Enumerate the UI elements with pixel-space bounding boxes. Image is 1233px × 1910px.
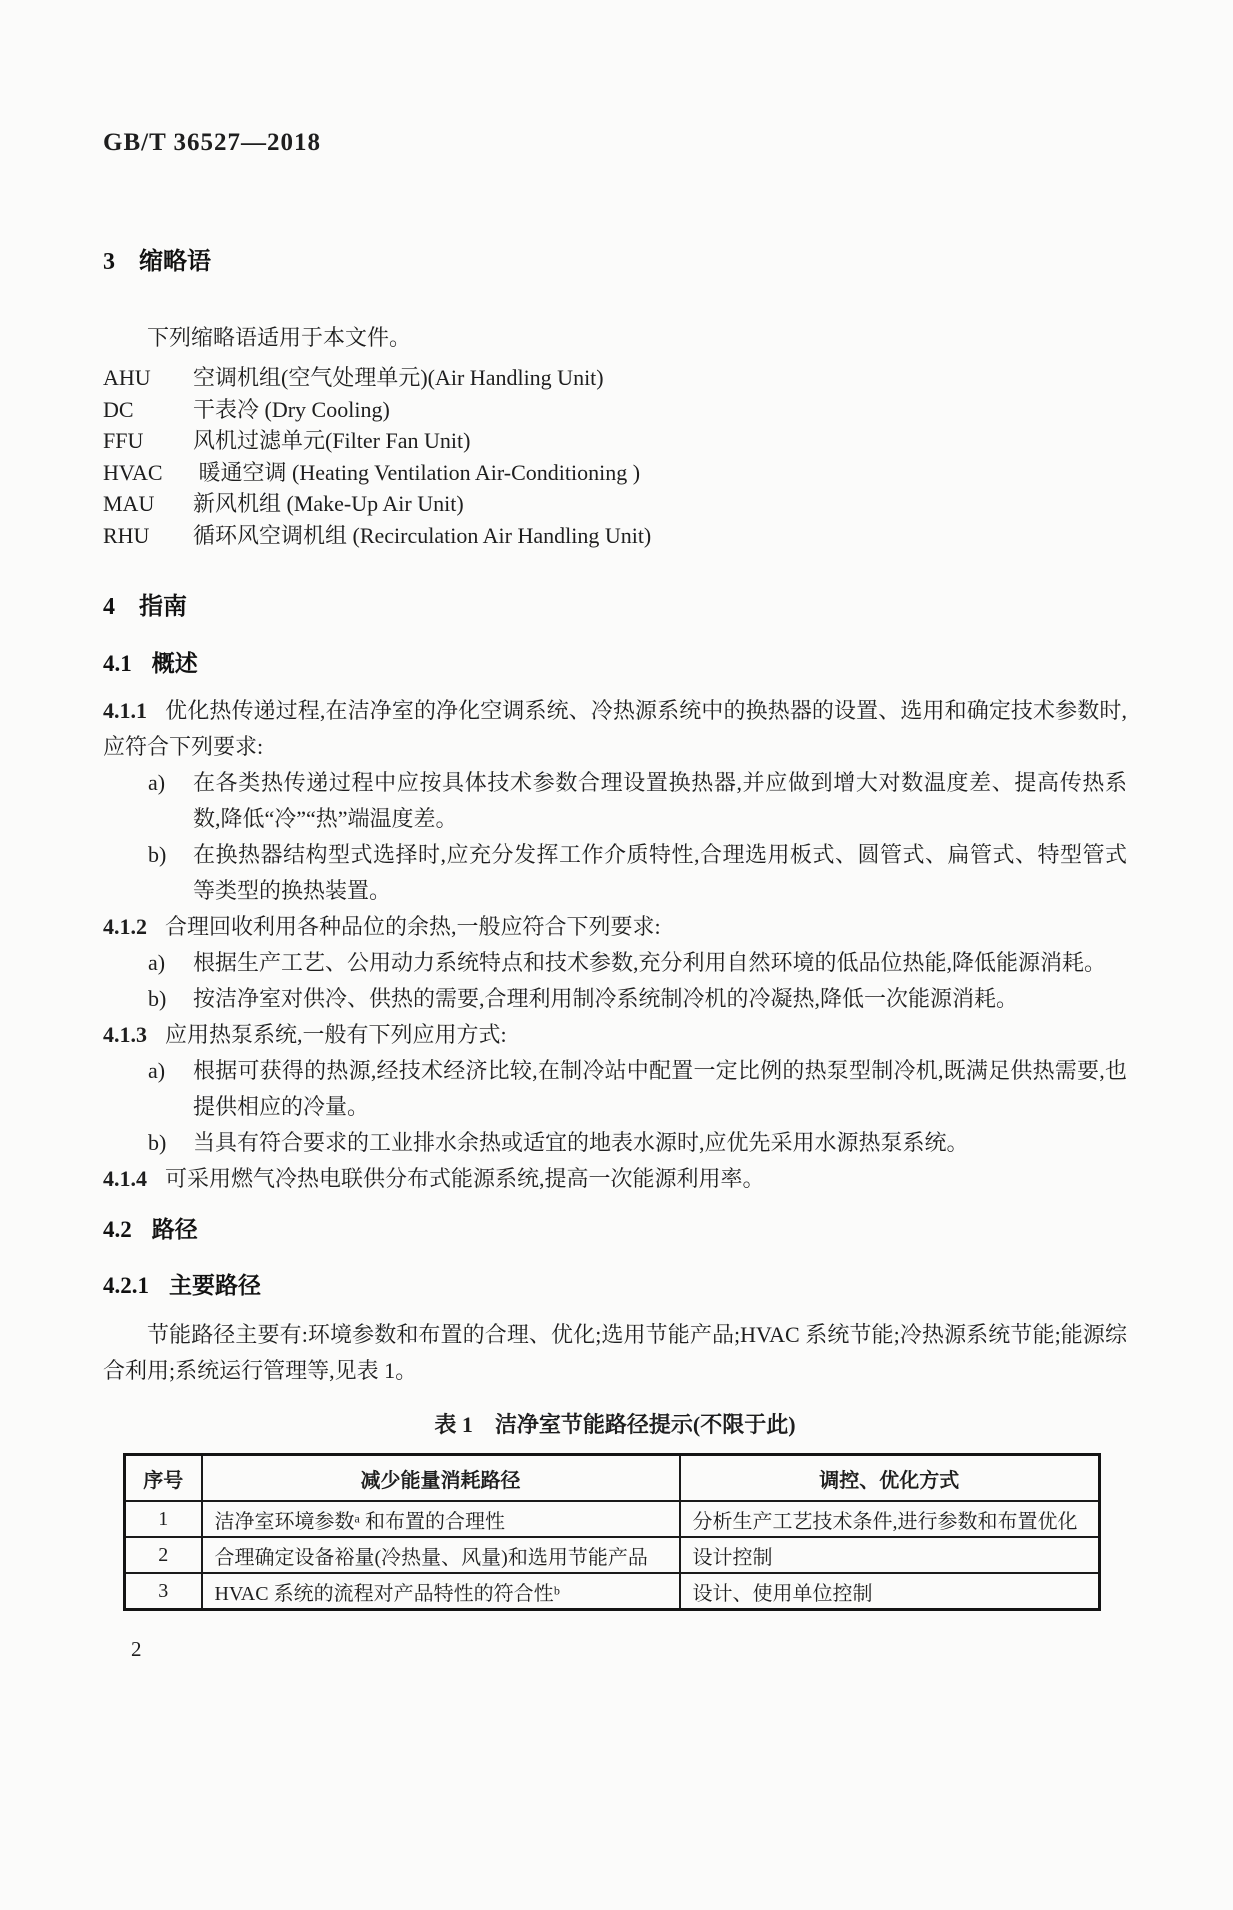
clause-text: 合理回收利用各种品位的余热,一般应符合下列要求: bbox=[165, 914, 661, 939]
page-number: 2 bbox=[131, 1637, 142, 1661]
abbr-definition: 新风机组 (Make-Up Air Unit) bbox=[193, 491, 464, 516]
item-label: a) bbox=[148, 770, 166, 795]
abbr-definition: 干表冷 (Dry Cooling) bbox=[193, 396, 390, 422]
section-4-heading bbox=[103, 591, 1127, 623]
abbr-definition: 循环风空调机组 (Recirculation Air Handling Unit) bbox=[193, 522, 652, 548]
clause-text: 优化热传递过程,在洁净室的净化空调系统、冷热源系统中的换热器的设置、选用和确定技术参数时,应符合下列要求: bbox=[103, 698, 1127, 759]
subsection-number: 4.1 bbox=[103, 651, 132, 676]
clause-text: 可采用燃气冷热电联供分布式能源系统,提高一次能源利用率。 bbox=[165, 1166, 765, 1191]
subsection-title: 主要路径 bbox=[169, 1273, 261, 1298]
abbr-key: HVAC bbox=[103, 459, 163, 485]
clause-4-1-3 bbox=[103, 1017, 1127, 1053]
abbreviation-item bbox=[103, 394, 1127, 426]
cell-path: 洁净室环境参数ᵃ 和布置的合理性 bbox=[202, 1501, 680, 1537]
clause-4-1-4 bbox=[103, 1161, 1127, 1197]
table-row bbox=[125, 1501, 1100, 1537]
list-item bbox=[103, 837, 1127, 909]
header-cell-no: 序号 bbox=[125, 1455, 202, 1502]
table-1 bbox=[123, 1453, 1101, 1611]
section-title: 缩略语 bbox=[139, 249, 211, 275]
section-number: 4 bbox=[103, 594, 115, 620]
item-text: 当具有符合要求的工业排水余热或适宜的地表水源时,应优先采用水源热泵系统。 bbox=[193, 1130, 969, 1155]
clause-4-1-1 bbox=[103, 693, 1127, 765]
header-cell-method: 调控、优化方式 bbox=[680, 1455, 1100, 1502]
doc-code: GB/T 36527—2018 bbox=[103, 129, 322, 156]
cell-method: 设计控制 bbox=[680, 1537, 1100, 1573]
table-row bbox=[125, 1573, 1100, 1610]
subsection-title: 概述 bbox=[151, 651, 198, 676]
cell-no: 3 bbox=[125, 1573, 202, 1610]
clause-number: 4.1.1 bbox=[103, 698, 147, 723]
abbr-key: FFU bbox=[103, 428, 144, 453]
list-item bbox=[103, 1125, 1127, 1161]
item-text: 在各类热传递过程中应按具体技术参数合理设置换热器,并应做到增大对数温度差、提高传热系数,降低“冷”“热”端温度差。 bbox=[193, 770, 1127, 831]
table-row bbox=[125, 1537, 1100, 1573]
clause-4-1-2 bbox=[103, 909, 1127, 945]
item-text: 按洁净室对供冷、供热的需要,合理利用制冷系统制冷机的冷凝热,降低一次能源消耗。 bbox=[193, 986, 1019, 1011]
abbr-key: MAU bbox=[103, 491, 155, 516]
cell-path: 合理确定设备裕量(冷热量、风量)和选用节能产品 bbox=[202, 1537, 680, 1573]
clause-number: 4.1.3 bbox=[103, 1022, 147, 1047]
item-label: a) bbox=[148, 950, 166, 975]
section-title: 指南 bbox=[139, 594, 187, 620]
item-text: 在换热器结构型式选择时,应充分发挥工作介质特性,合理选用板式、圆管式、扁管式、特型管式等类型的换热装置。 bbox=[193, 842, 1127, 903]
list-item bbox=[103, 945, 1127, 981]
item-text: 根据可获得的热源,经技术经济比较,在制冷站中配置一定比例的热泵型制冷机,既满足供热需要,也提供相应的冷量。 bbox=[193, 1058, 1127, 1119]
subsection-number: 4.2 bbox=[103, 1217, 132, 1242]
subsection-number: 4.2.1 bbox=[103, 1273, 149, 1298]
cell-method: 设计、使用单位控制 bbox=[680, 1573, 1100, 1610]
clause-number: 4.1.4 bbox=[103, 1166, 147, 1191]
cell-no: 2 bbox=[125, 1537, 202, 1573]
header-cell-path: 减少能量消耗路径 bbox=[202, 1455, 680, 1502]
abbr-key: RHU bbox=[103, 522, 150, 548]
subsection-title: 路径 bbox=[151, 1217, 198, 1242]
abbreviation-item bbox=[103, 520, 1127, 552]
clause-number: 4.1.2 bbox=[103, 914, 147, 939]
abbreviation-list bbox=[103, 362, 1127, 551]
abbr-definition: 暖通空调 (Heating Ventilation Air-Conditioning ) bbox=[198, 459, 641, 485]
list-item bbox=[103, 981, 1127, 1017]
section-number: 3 bbox=[103, 249, 115, 275]
list-item bbox=[103, 1053, 1127, 1125]
paragraph-energy-saving-paths: 节能路径主要有:环境参数和布置的合理、优化;选用节能产品;HVAC 系统节能;冷热源系统节能;能源综合利用;系统运行管理等,见表 1。 bbox=[103, 1322, 1127, 1383]
document-page bbox=[0, 128, 1233, 1910]
abbr-key: AHU bbox=[103, 365, 151, 390]
list-item bbox=[103, 765, 1127, 837]
item-label: a) bbox=[148, 1058, 166, 1083]
subsection-4-1-heading bbox=[103, 649, 1127, 679]
abbreviation-item bbox=[103, 362, 1127, 394]
cell-method: 分析生产工艺技术条件,进行参数和布置优化 bbox=[680, 1501, 1100, 1537]
item-label: b) bbox=[148, 986, 167, 1011]
table-1-caption: 表 1 洁净室节能路径提示(不限于此) bbox=[434, 1412, 796, 1437]
subsection-4-2-1-heading bbox=[103, 1271, 1127, 1301]
abbreviation-item bbox=[103, 425, 1127, 457]
clause-text: 应用热泵系统,一般有下列应用方式: bbox=[165, 1022, 507, 1047]
abbr-key: DC bbox=[103, 396, 134, 422]
cell-no: 1 bbox=[125, 1501, 202, 1537]
item-label: b) bbox=[148, 1130, 167, 1155]
cell-path: HVAC 系统的流程对产品特性的符合性ᵇ bbox=[202, 1573, 680, 1610]
item-text: 根据生产工艺、公用动力系统特点和技术参数,充分利用自然环境的低品位热能,降低能源消耗。 bbox=[193, 950, 1107, 975]
abbr-definition: 空调机组(空气处理单元)(Air Handling Unit) bbox=[193, 365, 604, 390]
abbreviation-item bbox=[103, 457, 1127, 489]
abbreviations-intro: 下列缩略语适用于本文件。 bbox=[147, 325, 412, 350]
abbreviation-item bbox=[103, 488, 1127, 520]
abbr-definition: 风机过滤单元(Filter Fan Unit) bbox=[193, 428, 471, 453]
table-header-row bbox=[125, 1455, 1100, 1502]
section-3-heading bbox=[103, 246, 1127, 278]
subsection-4-2-heading bbox=[103, 1215, 1127, 1245]
item-label: b) bbox=[148, 842, 167, 867]
